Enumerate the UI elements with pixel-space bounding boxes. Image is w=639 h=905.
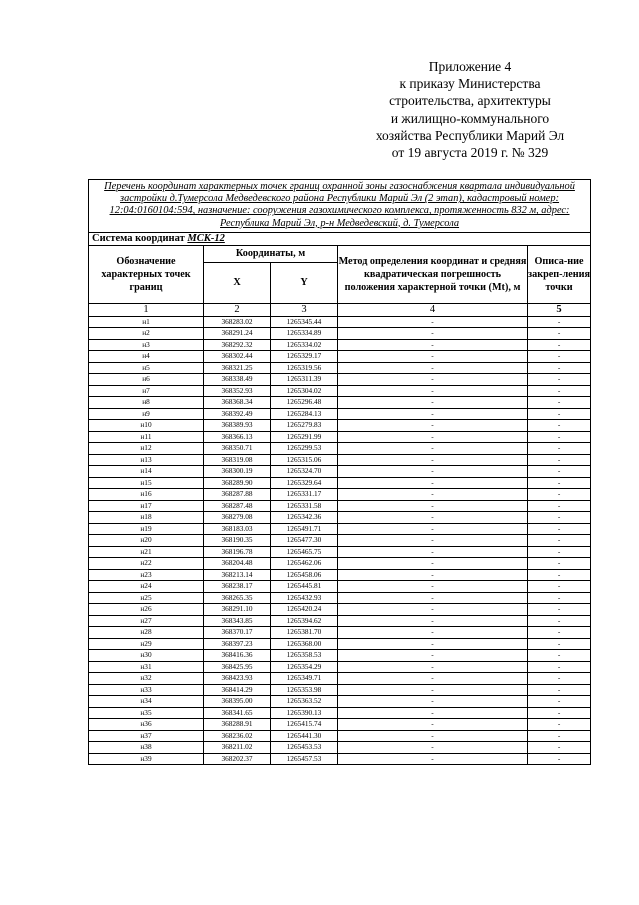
point-designation: н34 (89, 696, 204, 708)
method-value: - (338, 374, 528, 386)
coordinate-y: 1265462.06 (271, 558, 338, 570)
coordinate-y: 1265354.29 (271, 661, 338, 673)
coordinate-y: 1265331.17 (271, 489, 338, 501)
coordinate-x: 368283.02 (204, 316, 271, 328)
coordinate-y: 1265311.39 (271, 374, 338, 386)
method-value: - (338, 558, 528, 570)
method-value: - (338, 362, 528, 374)
coordinate-y: 1265441.30 (271, 730, 338, 742)
table-row (89, 753, 591, 765)
appendix-line: Приложение 4 (428, 59, 512, 74)
coordinate-y: 1265329.64 (271, 477, 338, 489)
point-designation: н19 (89, 523, 204, 535)
coordinate-x: 368288.91 (204, 719, 271, 731)
header-y: Y (271, 262, 338, 303)
point-designation: н6 (89, 374, 204, 386)
method-value: - (338, 707, 528, 719)
coordinate-y: 1265279.83 (271, 420, 338, 432)
coordinate-y: 1265329.17 (271, 351, 338, 363)
table-row (89, 397, 591, 409)
method-value: - (338, 650, 528, 662)
coordinate-x: 368291.10 (204, 604, 271, 616)
table-title: Перечень координат характерных точек границ охранной зоны газоснабжения квартала индивидуальной застройки д.Тумерсола Медведевского района Республики Марий Эл (2 этап), кадастровый номер: 12:04:0160104:594, назначение: сооружения газохимического комплекса, протяженность 832 м, адрес: Республика Марий Эл, р-н Медведевский, д. Тумерсола (89, 180, 591, 233)
method-value: - (338, 730, 528, 742)
point-designation: н33 (89, 684, 204, 696)
coordinate-y: 1265319.56 (271, 362, 338, 374)
description-value: - (528, 397, 591, 409)
method-value: - (338, 477, 528, 489)
coordinate-y: 1265432.93 (271, 592, 338, 604)
table-row (89, 351, 591, 363)
table-row (89, 362, 591, 374)
coordinate-y: 1265390.13 (271, 707, 338, 719)
coordinate-y: 1265453.53 (271, 742, 338, 754)
coordinate-x: 368368.34 (204, 397, 271, 409)
column-number: 1 (89, 303, 204, 316)
method-value: - (338, 535, 528, 547)
coordinate-y: 1265334.89 (271, 328, 338, 340)
column-number: 2 (204, 303, 271, 316)
coordinate-x: 368196.78 (204, 546, 271, 558)
description-value: - (528, 489, 591, 501)
method-value: - (338, 673, 528, 685)
description-value: - (528, 500, 591, 512)
method-value: - (338, 592, 528, 604)
coordinate-x: 368392.49 (204, 408, 271, 420)
description-value: - (528, 719, 591, 731)
table-row (89, 661, 591, 673)
description-value: - (528, 661, 591, 673)
coordinate-x: 368389.93 (204, 420, 271, 432)
method-value: - (338, 328, 528, 340)
table-row (89, 512, 591, 524)
description-value: - (528, 454, 591, 466)
description-value: - (528, 650, 591, 662)
coordinate-y: 1265368.00 (271, 638, 338, 650)
description-value: - (528, 385, 591, 397)
coordinate-x: 368213.14 (204, 569, 271, 581)
coordinate-x: 368190.35 (204, 535, 271, 547)
coordinate-y: 1265381.70 (271, 627, 338, 639)
point-designation: н11 (89, 431, 204, 443)
coordinate-x: 368287.48 (204, 500, 271, 512)
point-designation: н24 (89, 581, 204, 593)
point-designation: н32 (89, 673, 204, 685)
point-designation: н4 (89, 351, 204, 363)
coordinate-x: 368236.02 (204, 730, 271, 742)
table-row (89, 328, 591, 340)
method-value: - (338, 408, 528, 420)
coordinate-x: 368292.32 (204, 339, 271, 351)
table-row (89, 339, 591, 351)
description-value: - (528, 408, 591, 420)
point-designation: н10 (89, 420, 204, 432)
method-value: - (338, 443, 528, 455)
table-row (89, 592, 591, 604)
point-designation: н38 (89, 742, 204, 754)
column-number-row (89, 303, 591, 316)
method-value: - (338, 604, 528, 616)
table-row (89, 454, 591, 466)
point-designation: н27 (89, 615, 204, 627)
coordinate-y: 1265458.06 (271, 569, 338, 581)
coordinate-x: 368425.95 (204, 661, 271, 673)
table-row (89, 385, 591, 397)
description-value: - (528, 638, 591, 650)
point-designation: н16 (89, 489, 204, 501)
point-designation: н9 (89, 408, 204, 420)
coordinate-y: 1265491.71 (271, 523, 338, 535)
description-value: - (528, 316, 591, 328)
description-value: - (528, 477, 591, 489)
point-designation: н25 (89, 592, 204, 604)
table-row (89, 627, 591, 639)
coordinate-x: 368204.48 (204, 558, 271, 570)
description-value: - (528, 362, 591, 374)
coordinate-x: 368352.93 (204, 385, 271, 397)
description-value: - (528, 431, 591, 443)
point-designation: н29 (89, 638, 204, 650)
appendix-line: к приказу Министерства (399, 76, 541, 92)
appendix-line: строительства, архитектуры (389, 93, 551, 109)
coordinate-x: 368238.17 (204, 581, 271, 593)
table-row (89, 523, 591, 535)
coordinate-y: 1265324.70 (271, 466, 338, 478)
table-row (89, 420, 591, 432)
description-value: - (528, 673, 591, 685)
method-value: - (338, 397, 528, 409)
coordinate-x: 368265.35 (204, 592, 271, 604)
point-designation: н2 (89, 328, 204, 340)
description-value: - (528, 339, 591, 351)
coordinate-x: 368302.44 (204, 351, 271, 363)
description-value: - (528, 420, 591, 432)
description-value: - (528, 443, 591, 455)
description-value: - (528, 569, 591, 581)
point-designation: н15 (89, 477, 204, 489)
method-value: - (338, 753, 528, 765)
method-value: - (338, 627, 528, 639)
table-row (89, 730, 591, 742)
table-row (89, 431, 591, 443)
method-value: - (338, 523, 528, 535)
table-row (89, 558, 591, 570)
coordinate-y: 1265334.02 (271, 339, 338, 351)
header-method: Метод определения координат и средняя квадратическая погрешность положения характерной точки (Mt), м (338, 245, 528, 303)
point-designation: н28 (89, 627, 204, 639)
table-row (89, 604, 591, 616)
coordinate-y: 1265358.53 (271, 650, 338, 662)
table-row (89, 466, 591, 478)
description-value: - (528, 684, 591, 696)
coordinate-y: 1265445.81 (271, 581, 338, 593)
header-x: X (204, 262, 271, 303)
point-designation: н12 (89, 443, 204, 455)
column-number: 5 (528, 303, 591, 316)
method-value: - (338, 638, 528, 650)
coordinate-y: 1265296.48 (271, 397, 338, 409)
header-description: Описа-ние закреп-ления точки (528, 245, 591, 303)
method-value: - (338, 351, 528, 363)
coordinate-x: 368300.19 (204, 466, 271, 478)
coordinates-table (88, 179, 591, 765)
coordinate-system (89, 232, 591, 245)
description-value: - (528, 374, 591, 386)
coordinate-x: 368202.37 (204, 753, 271, 765)
coordinate-x: 368279.08 (204, 512, 271, 524)
description-value: - (528, 592, 591, 604)
coordinate-x: 368291.24 (204, 328, 271, 340)
method-value: - (338, 316, 528, 328)
point-designation: н14 (89, 466, 204, 478)
coordinate-y: 1265477.30 (271, 535, 338, 547)
table-row (89, 684, 591, 696)
coordinate-y: 1265342.36 (271, 512, 338, 524)
coordinate-y: 1265299.53 (271, 443, 338, 455)
table-row (89, 477, 591, 489)
coordinate-x: 368341.65 (204, 707, 271, 719)
point-designation: н36 (89, 719, 204, 731)
description-value: - (528, 604, 591, 616)
header-designation: Обозначение характерных точек границ (89, 245, 204, 303)
table-row (89, 615, 591, 627)
description-value: - (528, 466, 591, 478)
coordinate-x: 368370.17 (204, 627, 271, 639)
coordinate-y: 1265363.52 (271, 696, 338, 708)
coordinate-system-name: МСК-12 (187, 232, 225, 244)
coordinate-x: 368319.08 (204, 454, 271, 466)
description-value: - (528, 753, 591, 765)
table-row (89, 673, 591, 685)
description-value: - (528, 730, 591, 742)
point-designation: н5 (89, 362, 204, 374)
method-value: - (338, 684, 528, 696)
coordinate-y: 1265349.71 (271, 673, 338, 685)
table-row (89, 742, 591, 754)
point-designation: н8 (89, 397, 204, 409)
coordinate-x: 368183.03 (204, 523, 271, 535)
coordinate-y: 1265284.13 (271, 408, 338, 420)
point-designation: н17 (89, 500, 204, 512)
method-value: - (338, 489, 528, 501)
table-row (89, 443, 591, 455)
coordinate-x: 368289.90 (204, 477, 271, 489)
method-value: - (338, 615, 528, 627)
appendix-header (330, 58, 610, 161)
table-row (89, 719, 591, 731)
description-value: - (528, 615, 591, 627)
method-value: - (338, 420, 528, 432)
table-row (89, 316, 591, 328)
point-designation: н1 (89, 316, 204, 328)
point-designation: н20 (89, 535, 204, 547)
appendix-line: хозяйства Республики Марий Эл (375, 127, 565, 143)
table-row (89, 500, 591, 512)
method-value: - (338, 512, 528, 524)
column-number: 3 (271, 303, 338, 316)
coordinate-y: 1265315.06 (271, 454, 338, 466)
method-value: - (338, 500, 528, 512)
method-value: - (338, 742, 528, 754)
point-designation: н22 (89, 558, 204, 570)
coordinate-y: 1265420.24 (271, 604, 338, 616)
method-value: - (338, 719, 528, 731)
description-value: - (528, 581, 591, 593)
coordinate-x: 368211.02 (204, 742, 271, 754)
method-value: - (338, 661, 528, 673)
point-designation: н30 (89, 650, 204, 662)
appendix-line: и жилищно-коммунального (390, 110, 550, 126)
point-designation: н37 (89, 730, 204, 742)
coordinate-y: 1265457.53 (271, 753, 338, 765)
point-designation: н7 (89, 385, 204, 397)
table-row (89, 650, 591, 662)
point-designation: н31 (89, 661, 204, 673)
table-row (89, 569, 591, 581)
table-row (89, 489, 591, 501)
coordinate-x: 368321.25 (204, 362, 271, 374)
coordinate-y: 1265345.44 (271, 316, 338, 328)
coordinate-x: 368366.13 (204, 431, 271, 443)
column-number: 4 (338, 303, 528, 316)
table-row (89, 638, 591, 650)
point-designation: н3 (89, 339, 204, 351)
method-value: - (338, 431, 528, 443)
description-value: - (528, 535, 591, 547)
method-value: - (338, 454, 528, 466)
coordinate-x: 368423.93 (204, 673, 271, 685)
description-value: - (528, 523, 591, 535)
point-designation: н35 (89, 707, 204, 719)
table-row (89, 707, 591, 719)
description-value: - (528, 707, 591, 719)
description-value: - (528, 558, 591, 570)
coordinate-y: 1265394.62 (271, 615, 338, 627)
table-row (89, 374, 591, 386)
point-designation: н26 (89, 604, 204, 616)
appendix-line: от 19 августа 2019 г. № 329 (391, 145, 549, 161)
method-value: - (338, 581, 528, 593)
description-value: - (528, 328, 591, 340)
table-row (89, 535, 591, 547)
table-row (89, 408, 591, 420)
table-row (89, 696, 591, 708)
method-value: - (338, 466, 528, 478)
coordinate-y: 1265291.99 (271, 431, 338, 443)
coordinate-x: 368395.00 (204, 696, 271, 708)
method-value: - (338, 385, 528, 397)
coordinate-system-label: Система координат (92, 232, 185, 244)
description-value: - (528, 627, 591, 639)
coordinate-x: 368343.85 (204, 615, 271, 627)
coordinate-x: 368416.36 (204, 650, 271, 662)
coordinate-y: 1265465.75 (271, 546, 338, 558)
method-value: - (338, 546, 528, 558)
description-value: - (528, 742, 591, 754)
method-value: - (338, 696, 528, 708)
table-row (89, 581, 591, 593)
coordinate-x: 368414.29 (204, 684, 271, 696)
point-designation: н21 (89, 546, 204, 558)
point-designation: н18 (89, 512, 204, 524)
coordinate-x: 368397.23 (204, 638, 271, 650)
method-value: - (338, 569, 528, 581)
description-value: - (528, 351, 591, 363)
coordinate-y: 1265415.74 (271, 719, 338, 731)
coordinate-x: 368350.71 (204, 443, 271, 455)
description-value: - (528, 512, 591, 524)
coordinate-x: 368287.88 (204, 489, 271, 501)
header-coordinates: Координаты, м (204, 245, 338, 262)
point-designation: н23 (89, 569, 204, 581)
coordinate-x: 368338.49 (204, 374, 271, 386)
description-value: - (528, 696, 591, 708)
coordinate-y: 1265304.02 (271, 385, 338, 397)
point-designation: н39 (89, 753, 204, 765)
point-designation: н13 (89, 454, 204, 466)
description-value: - (528, 546, 591, 558)
table-row (89, 546, 591, 558)
coordinate-y: 1265331.58 (271, 500, 338, 512)
method-value: - (338, 339, 528, 351)
coordinate-y: 1265353.98 (271, 684, 338, 696)
